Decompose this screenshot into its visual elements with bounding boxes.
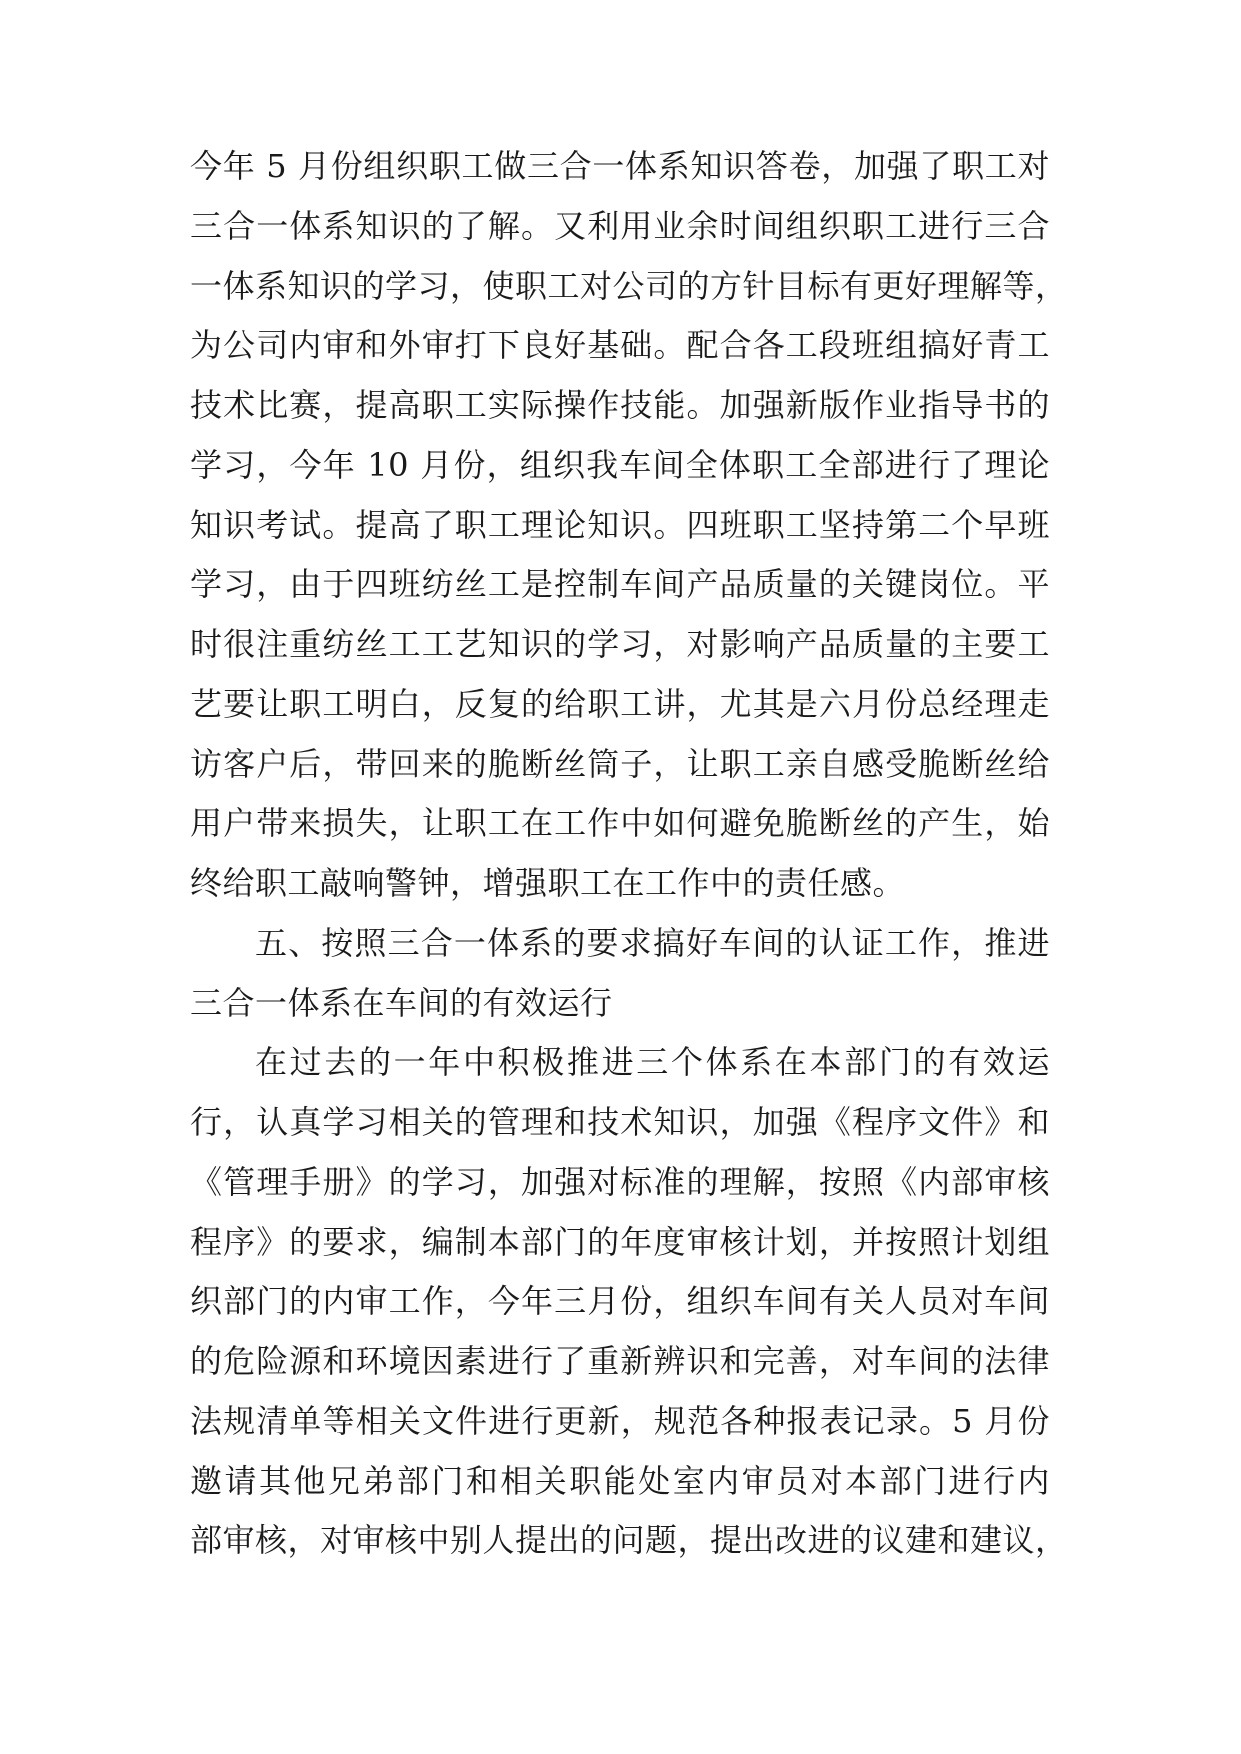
text-line: 学习，由于四班纺丝工是控制车间产品质量的关键岗位。平 (190, 565, 1050, 603)
text-line: 部审核，对审核中别人提出的问题，提出改进的议建和建议， (190, 1521, 1068, 1559)
text-line: 法规清单等相关文件进行更新，规范各种报表记录。5 月份 (190, 1402, 1050, 1440)
text-line: 程序》的要求，编制本部门的年度审核计划，并按照计划组 (190, 1223, 1050, 1261)
text-line: 在过去的一年中积极推进三个体系在本部门的有效运 (255, 1043, 1050, 1081)
text-line: 邀请其他兄弟部门和相关职能处室内审员对本部门进行内 (190, 1462, 1050, 1500)
text-line: 用户带来损失，让职工在工作中如何避免脆断丝的产生，始 (190, 804, 1050, 842)
text-line: 终给职工敲响警钟，增强职工在工作中的责任感。 (190, 864, 906, 902)
text-line: 行，认真学习相关的管理和技术知识，加强《程序文件》和 (190, 1103, 1050, 1141)
text-line: 的危险源和环境因素进行了重新辨识和完善，对车间的法律 (190, 1342, 1050, 1380)
text-line: 一体系知识的学习，使职工对公司的方针目标有更好理解等， (190, 267, 1068, 305)
text-line: 织部门的内审工作，今年三月份，组织车间有关人员对车间 (190, 1282, 1050, 1320)
section-heading-continuation: 三合一体系在车间的有效运行 (190, 984, 613, 1022)
text-line: 学习，今年 10 月份，组织我车间全体职工全部进行了理论 (190, 446, 1050, 484)
text-line: 今年 5 月份组织职工做三合一体系知识答卷，加强了职工对 (190, 147, 1050, 185)
section-heading: 五、按照三合一体系的要求搞好车间的认证工作，推进 (255, 924, 1050, 962)
text-line: 艺要让职工明白，反复的给职工讲，尤其是六月份总经理走 (190, 685, 1050, 723)
text-line: 知识考试。提高了职工理论知识。四班职工坚持第二个早班 (190, 506, 1050, 544)
text-line: 《管理手册》的学习，加强对标准的理解，按照《内部审核 (190, 1163, 1050, 1201)
text-line: 三合一体系知识的了解。又利用业余时间组织职工进行三合 (190, 207, 1050, 245)
text-line: 为公司内审和外审打下良好基础。配合各工段班组搞好青工 (190, 326, 1050, 364)
text-line: 访客户后，带回来的脆断丝筒子，让职工亲自感受脆断丝给 (190, 745, 1050, 783)
text-line: 技术比赛，提高职工实际操作技能。加强新版作业指导书的 (190, 386, 1050, 424)
text-line: 时很注重纺丝工工艺知识的学习，对影响产品质量的主要工 (190, 625, 1050, 663)
